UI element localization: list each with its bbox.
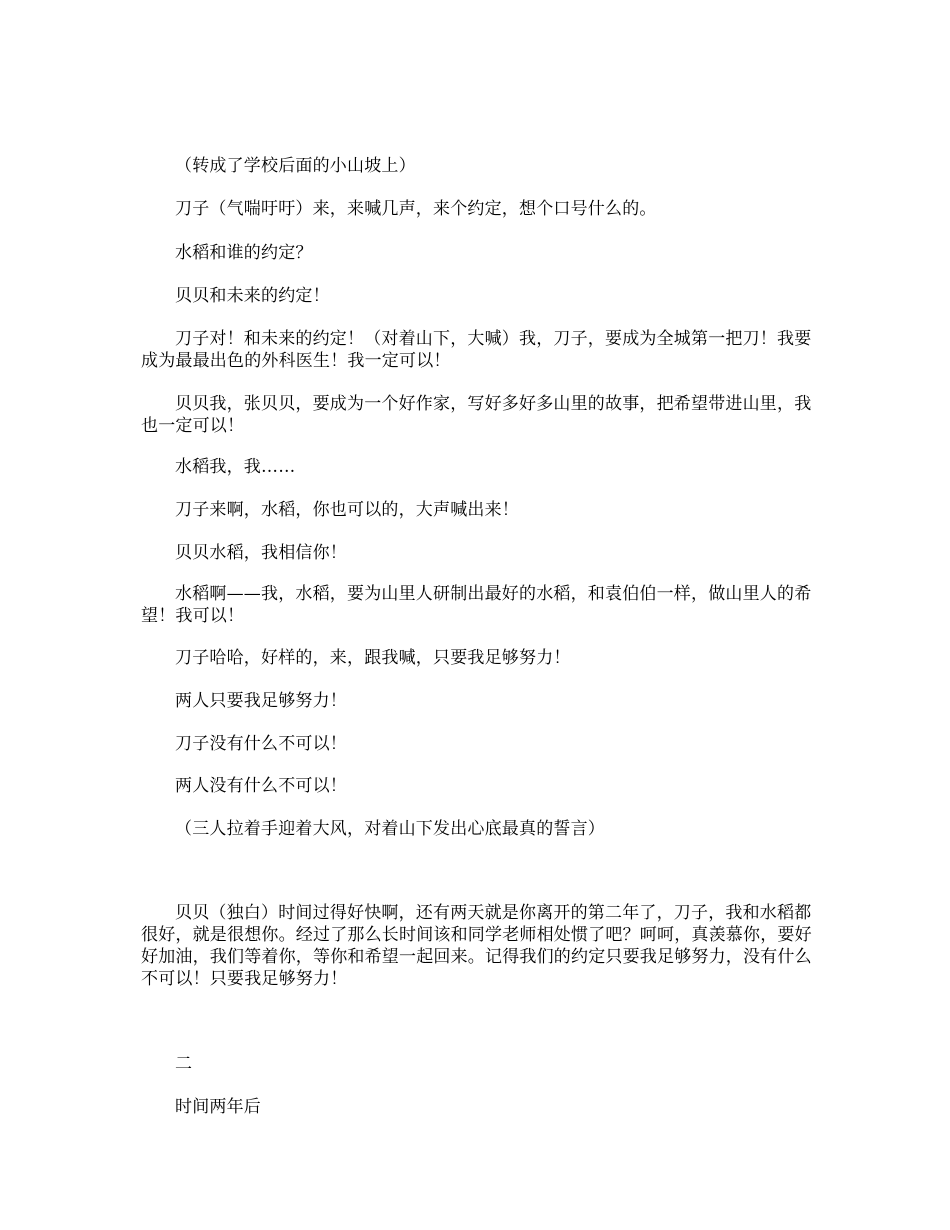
dialogue-line: 水稻啊——我，水稻，要为山里人研制出最好的水稻，和袁伯伯一样，做山里人的希望！我可以！	[141, 584, 812, 626]
stage-direction: （三人拉着手迎着大风，对着山下发出心底最真的誓言）	[175, 819, 605, 839]
dialogue-line: 刀子哈哈，好样的，来，跟我喊，只要我足够努力！	[175, 648, 571, 668]
dialogue-line: 水稻我，我……	[175, 457, 296, 477]
dialogue-line: 贝贝和未来的约定！	[175, 286, 330, 306]
dialogue-line: 刀子（气喘吁吁）来，来喊几声，来个约定，想个口号什么的。	[175, 199, 657, 219]
dialogue-line: 水稻和谁的约定？	[175, 243, 313, 263]
dialogue-line: 刀子没有什么不可以！	[175, 734, 347, 754]
monologue-paragraph: 贝贝（独白）时间过得好快啊，还有两天就是你离开的第二年了，刀子，我和水稻都很好，就是很想你。经过了那么长时间该和同学老师相处惯了吧？呵呵，真羡慕你，要好好加油，我们等着你，等你和希望一起回来。记得我们的约定只要我足够努力，没有什么不可以！只要我足够努力！	[141, 903, 812, 989]
dialogue-line: 刀子对！和未来的约定！（对着山下，大喊）我，刀子，要成为全城第一把刀！我要成为最最出色的外科医生！我一定可以！	[141, 329, 812, 371]
stage-direction: （转成了学校后面的小山坡上）	[175, 156, 416, 176]
dialogue-line: 两人只要我足够努力！	[175, 691, 347, 711]
dialogue-line: 两人没有什么不可以！	[175, 776, 347, 796]
dialogue-line: 贝贝水稻，我相信你！	[175, 543, 347, 563]
dialogue-line: 贝贝我，张贝贝，要成为一个好作家，写好多好多山里的故事，把希望带进山里，我也一定可以！	[141, 394, 812, 436]
section-number: 二	[175, 1054, 193, 1074]
dialogue-line: 刀子来啊，水稻，你也可以的，大声喊出来！	[175, 500, 519, 520]
scene-time: 时间两年后	[175, 1097, 261, 1117]
